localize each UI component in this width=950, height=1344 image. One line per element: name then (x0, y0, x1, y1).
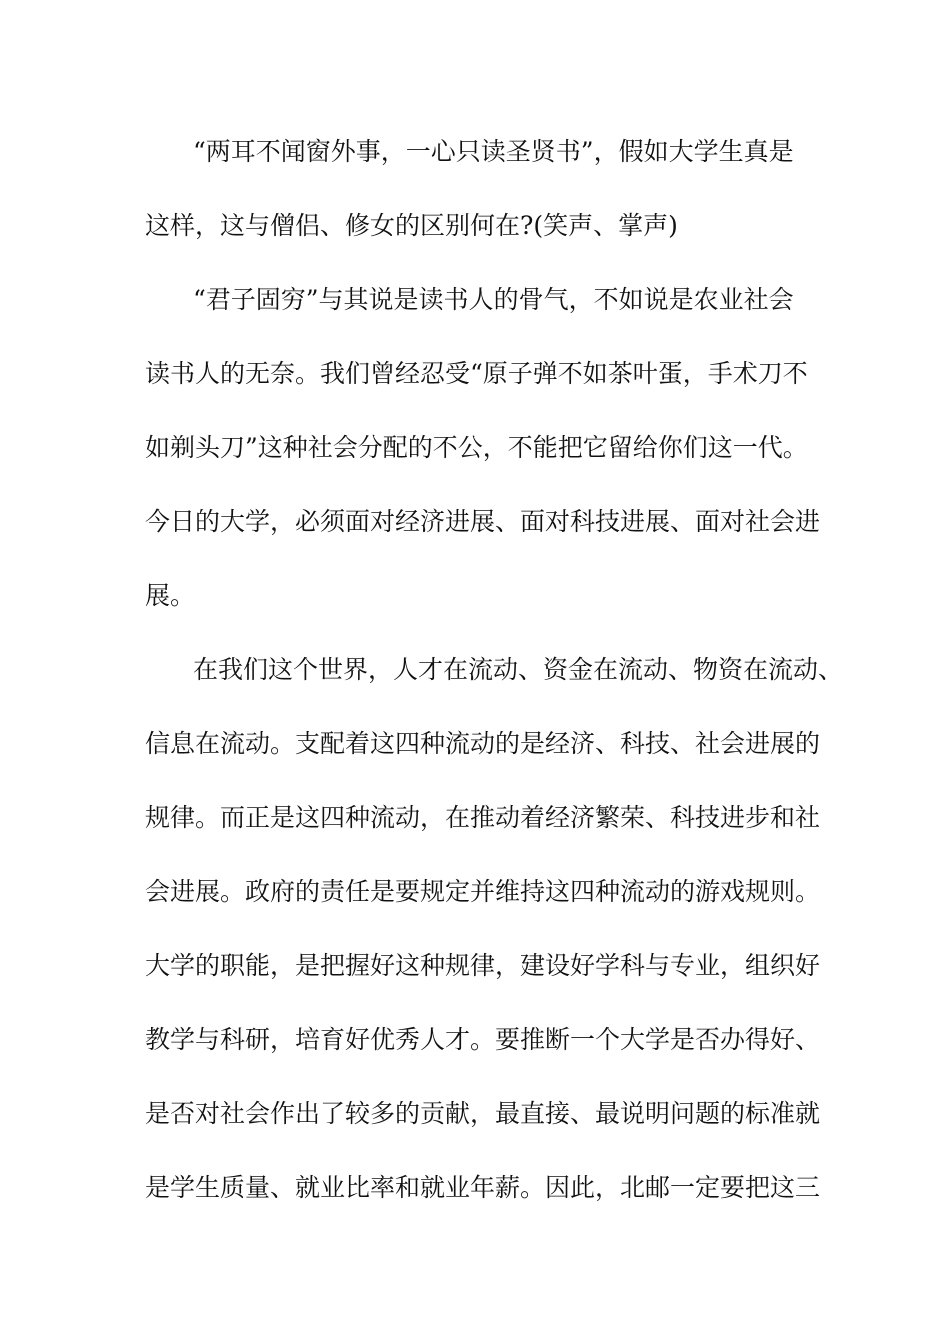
paragraph-line: 规律。而正是这四种流动，在推动着经济繁荣、科技进步和社 (145, 803, 821, 832)
paragraph-line: 是否对社会作出了较多的贡献，最直接、最说明问题的标准就 (145, 1099, 821, 1128)
paragraph-line: 大学的职能，是把握好这种规律，建设好学科与专业，组织好 (145, 951, 821, 980)
paragraph-line: 信息在流动。支配着这四种流动的是经济、科技、社会进展的 (145, 729, 821, 758)
paragraph-line: 会进展。政府的责任是要规定并维持这四种流动的游戏规则。 (145, 877, 821, 906)
paragraph-line: “君子固穷”与其说是读书人的骨气，不如说是农业社会 (193, 285, 794, 314)
paragraph-line: 如剃头刀”这种社会分配的不公，不能把它留给你们这一代。 (145, 433, 808, 462)
paragraph-line: 教学与科研，培育好优秀人才。要推断一个大学是否办得好、 (145, 1025, 821, 1054)
paragraph-line: 今日的大学，必须面对经济进展、面对科技进展、面对社会进 (145, 507, 821, 536)
paragraph-line: 是学生质量、就业比率和就业年薪。因此，北邮一定要把这三 (145, 1173, 821, 1202)
paragraph-line: 在我们这个世界，人才在流动、资金在流动、物资在流动、 (193, 655, 844, 684)
paragraph-line: 读书人的无奈。我们曾经忍受“原子弹不如茶叶蛋，手术刀不 (145, 359, 808, 388)
paragraph-line: 展。 (145, 581, 196, 610)
paragraph-line: “两耳不闻窗外事，一心只读圣贤书”，假如大学生真是 (193, 137, 794, 166)
paragraph-line: 这样，这与僧侣、修女的区别何在?(笑声、掌声) (145, 211, 678, 240)
